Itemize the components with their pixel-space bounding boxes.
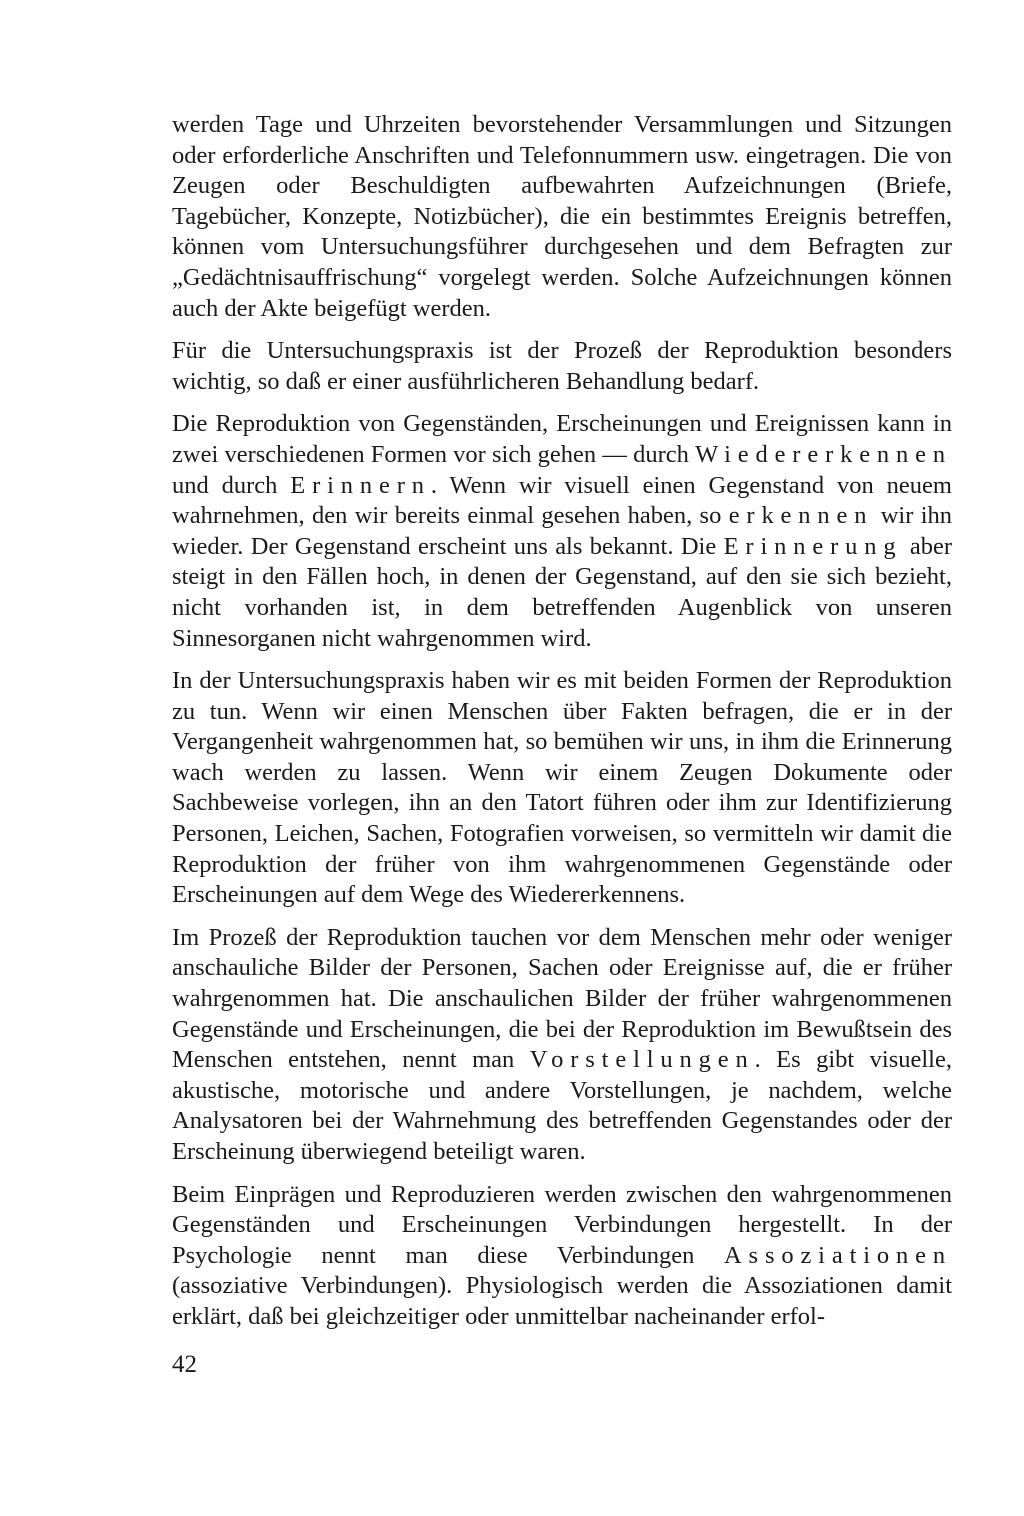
paragraph-text: Im Prozeß der Reproduktion tauchen vor dem Menschen mehr oder weniger anschauliche Bilder der Personen, Sachen oder Ereignisse auf, die er früher wahrgenommen hat. Die anschaulichen Bilder der früher wahrgenommenen Gegenstände und Erscheinungen, die bei der Reproduktion im Bewußtsein des Menschen entstehen, nennt man — [172, 923, 952, 1074]
paragraph-text: (assoziative Verbindungen). Physiologisch werden die Assoziationen damit erklärt, daß bei gleichzeitiger oder unmittelbar nacheinander erfol- — [172, 1272, 952, 1330]
page-body — [172, 110, 952, 1345]
spaced-term-erinnern: Erinnern — [290, 471, 431, 499]
paragraph-4 — [172, 666, 952, 911]
paragraph-text: In der Untersuchungspraxis haben wir es mit beiden Formen der Reproduktion zu tun. Wenn wir einen Menschen über Fakten befragen, die er in der Vergangenheit wahrgenommen hat, so bemühen wir uns, in ihm die Erinnerung wach werden zu lassen. Wenn wir einem Zeugen Dokumente oder Sachbeweise vorlegen, ihn an den Tatort führen oder ihm zur Identifizierung Personen, Leichen, Sachen, Fotografien vorweisen, so vermitteln wir damit die Reproduktion der früher von ihm wahrgenommenen Gegenstände oder Erscheinungen auf dem Wege des Wiedererkennens. — [172, 667, 952, 909]
paragraph-text: und durch — [172, 471, 291, 499]
paragraph-2 — [172, 336, 952, 397]
paragraph-text: Für die Untersuchungspraxis ist der Prozeß der Reproduktion besonders wichtig, so daß er einer ausführlicheren Behandlung bedarf. — [172, 337, 952, 395]
paragraph-text: . Wenn wir visuell einen Gegenstand von neuem wahrnehmen, den wir bereits einmal gesehen haben, so — [172, 471, 952, 530]
spaced-term-erinnerung: Erinnerung — [723, 532, 903, 560]
paragraph-text: Beim Einprägen und Reproduzieren werden zwischen den wahrgenommenen Gegenständen und Erscheinungen Verbindungen hergestellt. In der Psychologie nennt man diese Verbindungen — [172, 1180, 952, 1269]
page-number: 42 — [172, 1351, 197, 1378]
paragraph-5 — [172, 923, 952, 1168]
paragraph-text: werden Tage und Uhrzeiten bevorstehender Versammlungen und Sitzungen oder erforderliche Anschriften und Telefonnummern usw. eingetragen. Die von Zeugen oder Beschuldigten aufbewahrten Aufzeichnungen (Briefe, Tagebücher, Konzepte, Notizbücher), die ein bestimmtes Ereignis betreffen, können vom Untersuchungsführer durchgesehen und dem Befragten zur „Gedächtnisauffrischung“ vorgelegt werden. Solche Aufzeichnungen können auch der Akte beigefügt werden. — [172, 111, 952, 322]
paragraph-text: aber steigt in den Fällen hoch, in denen der Gegenstand, auf den sie sich bezieht, nicht vorhanden ist, in dem betreffenden Augenblick von unseren Sinnesorganen nicht wahrgenommen wird. — [172, 532, 952, 652]
paragraph-text: Die Reproduktion von Gegenständen, Erscheinungen und Ereignissen kann in zwei verschiedenen Formen vor sich gehen — durch — [172, 410, 952, 468]
spaced-term-assoziationen: Assoziationen — [724, 1241, 952, 1269]
paragraph-6 — [172, 1180, 952, 1333]
paragraph-text: wir ihn wieder. Der Gegenstand erscheint uns als bekannt. Die — [172, 502, 952, 560]
paragraph-1 — [172, 110, 952, 324]
paragraph-3 — [172, 409, 952, 654]
spaced-term-vorstellungen: Vorstellungen — [529, 1046, 755, 1074]
spaced-term-erkennen: erkennen — [728, 502, 874, 530]
paragraph-text: . Es gibt visuelle, akustische, motorische und andere Vorstellungen, je nachdem, welche Analysatoren bei der Wahrnehmung des betreffenden Gegenstandes oder der Erscheinung überwiegend beteiligt waren. — [172, 1046, 952, 1165]
spaced-term-wiedererkennen: Wiedererkennen — [695, 440, 952, 468]
